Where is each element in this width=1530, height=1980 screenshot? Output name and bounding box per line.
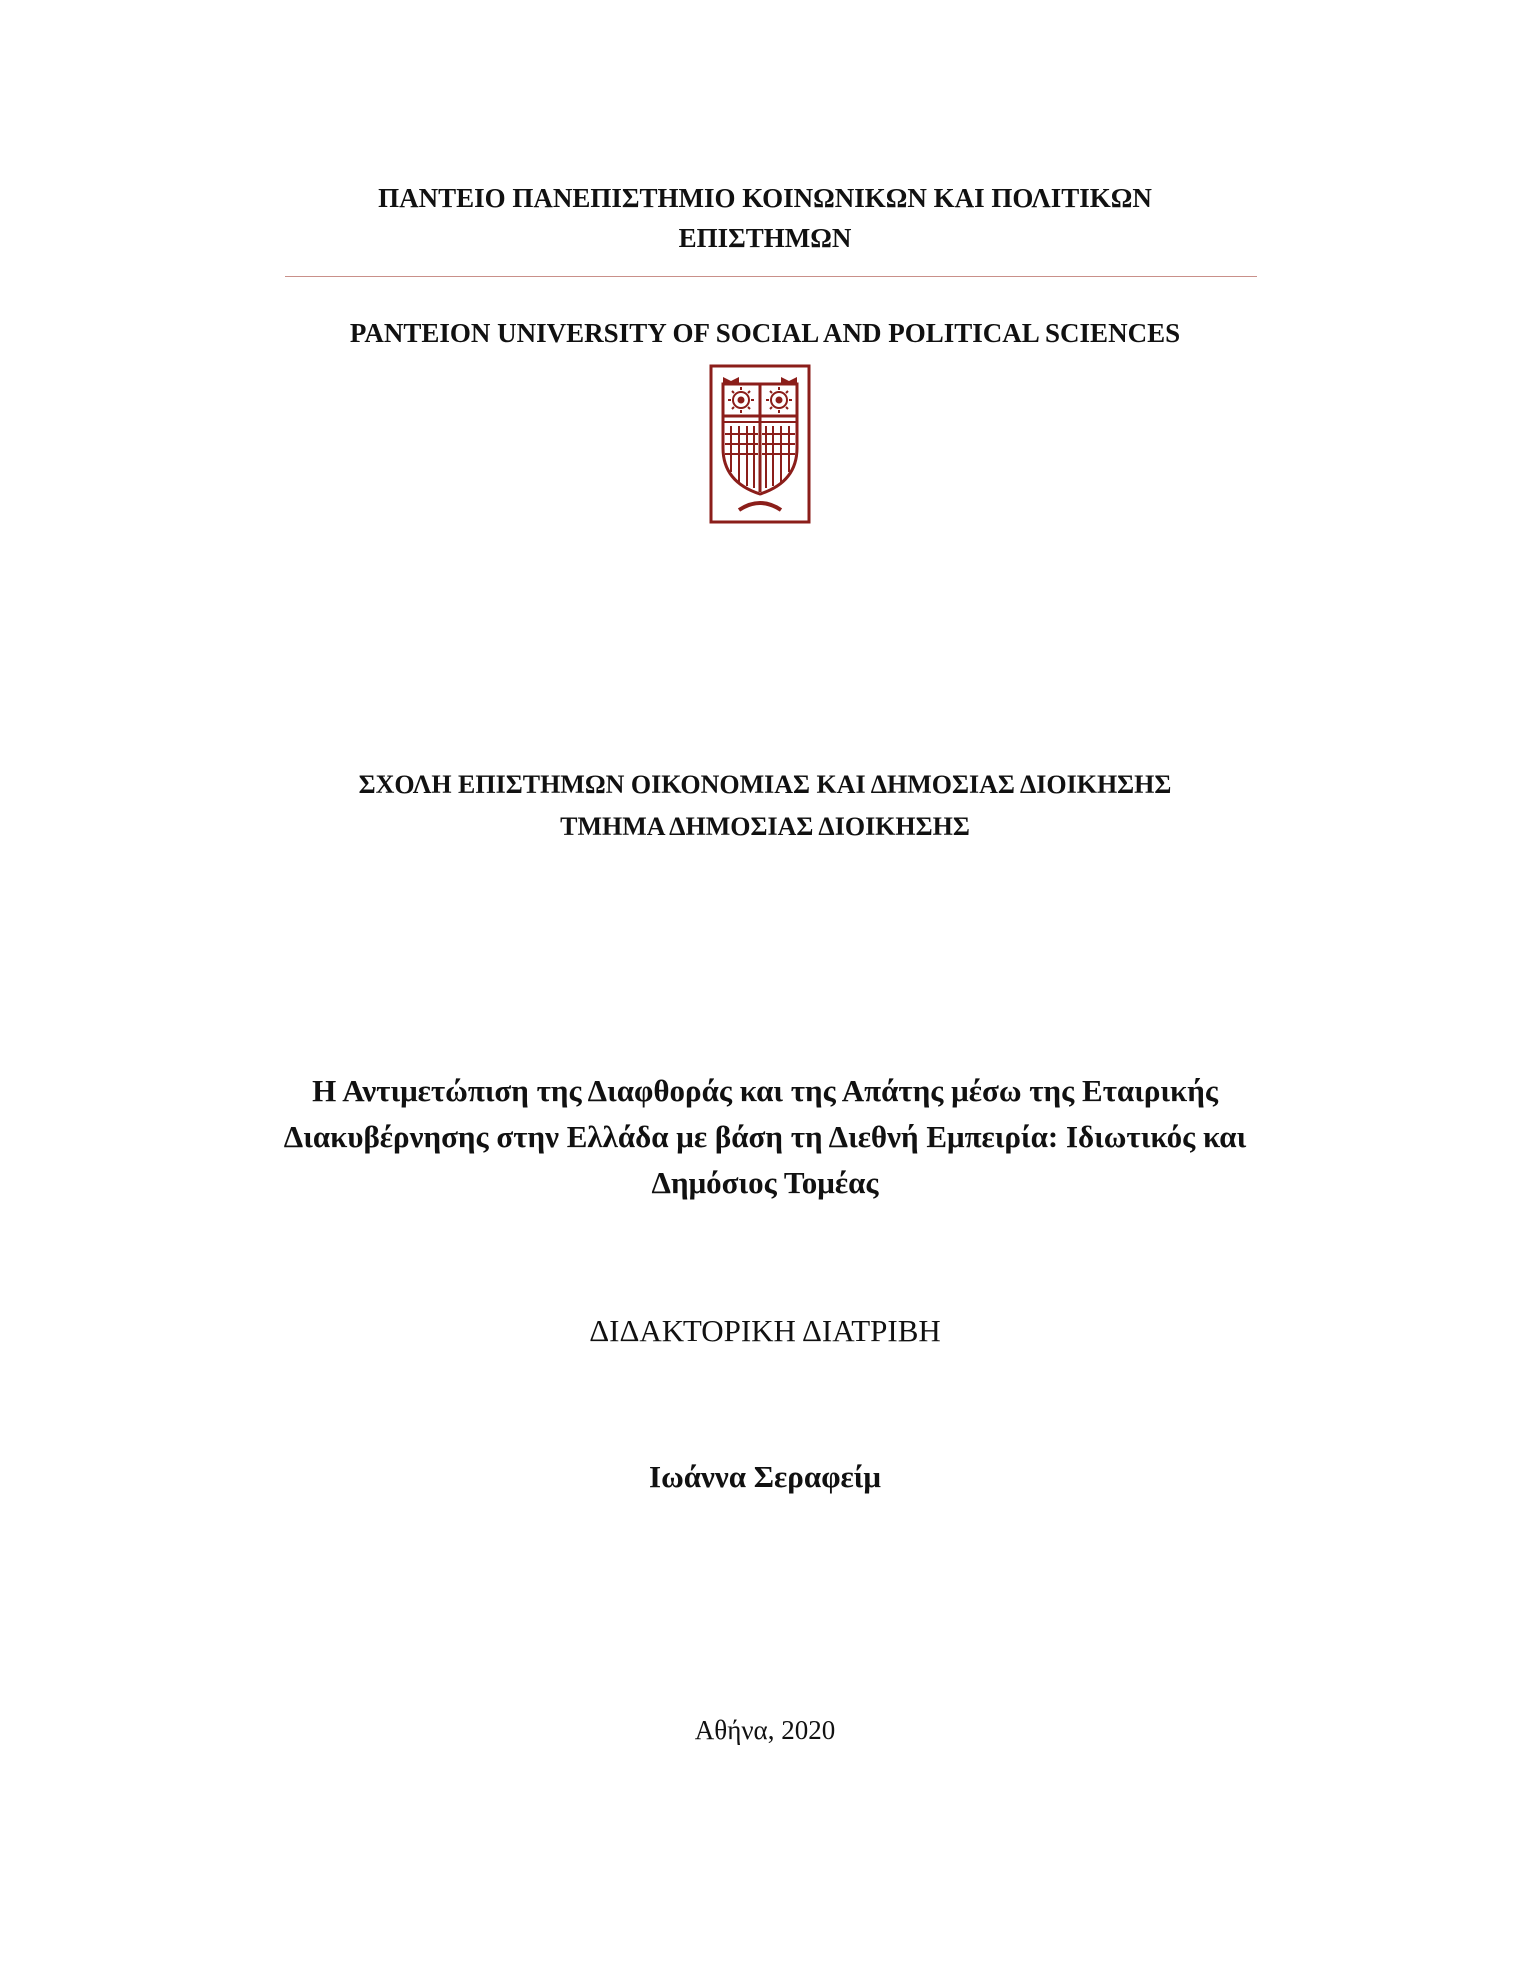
university-name-english: PANTEION UNIVERSITY OF SOCIAL AND POLITICAL SCIENCES [349, 318, 1181, 348]
place-date: Αθήνα, 2020 [694, 1715, 836, 1745]
university-name-greek [0, 178, 1530, 258]
thesis-title [0, 1068, 1530, 1206]
thesis-title-line3: Δημόσιος Τομέας [651, 1165, 879, 1200]
header-divider [285, 276, 1257, 277]
university-crest-icon [709, 364, 811, 524]
thesis-title-line1: Η Αντιμετώπιση της Διαφθοράς και της Απάτης μέσω της Εταιρικής [312, 1073, 1218, 1108]
faculty-block [0, 764, 1530, 848]
thesis-type: ΔΙΔΑΚΤΟΡΙΚΗ ΔΙΑΤΡΙΒΗ [589, 1313, 941, 1348]
faculty-name: ΣΧΟΛΗ ΕΠΙΣΤΗΜΩΝ ΟΙΚΟΝΟΜΙΑΣ ΚΑΙ ΔΗΜΟΣΙΑΣ ΔΙΟΙΚΗΣΗΣ [358, 770, 1172, 799]
university-name-greek-line2: ΕΠΙΣΤΗΜΩΝ [678, 223, 852, 253]
university-name-greek-line1: ΠΑΝΤΕΙΟ ΠΑΝΕΠΙΣΤΗΜΙΟ ΚΟΙΝΩΝΙΚΩΝ ΚΑΙ ΠΟΛΙΤΙΚΩΝ [378, 183, 1152, 213]
department-name: ΤΜΗΜΑ ΔΗΜΟΣΙΑΣ ΔΙΟΙΚΗΣΗΣ [560, 812, 970, 841]
author-name: Ιωάννα Σεραφείμ [649, 1459, 881, 1494]
thesis-title-line2: Διακυβέρνησης στην Ελλάδα με βάση τη Διεθνή Εμπειρία: Ιδιωτικός και [283, 1119, 1247, 1154]
